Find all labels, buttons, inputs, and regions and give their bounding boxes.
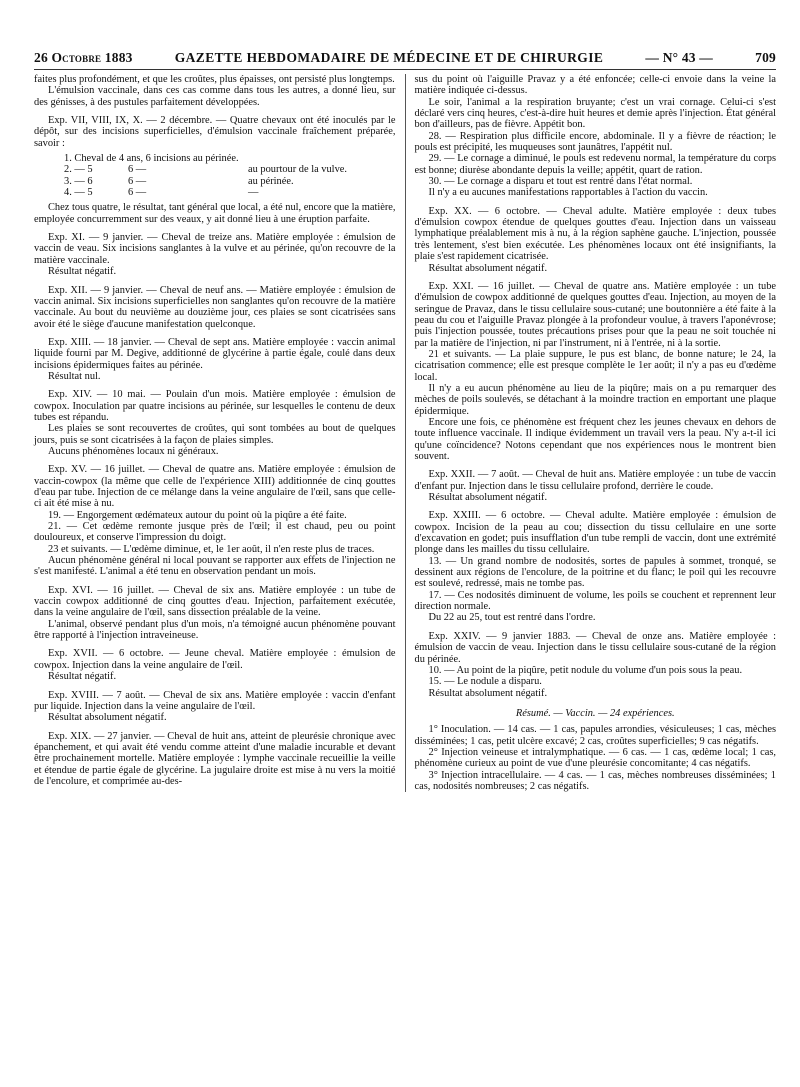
paragraph: Encore une fois, ce phénomène est fréquent chez les jeunes chevaux en dehors de toute influence vaccinale. Il indique évidemment un travail vers la peau. N'y a-t-il ici qu'une coïncidence? Notons cependant que nos expériences nous le montrent bien souvent.: [414, 416, 776, 462]
paragraph: 23 et suivants. — L'œdème diminue, et, le 1er août, il n'en reste plus de traces.: [48, 543, 375, 555]
result: Résultat absolument négatif.: [428, 687, 548, 699]
horse-list: [64, 153, 396, 198]
experiment-paragraph: Exp. XV. — 16 juillet. — Cheval de quatre ans. Matière employée : émulsion de vaccin-cowpox (la même que celle de l'expérience XIII) additionnée de cinq gouttes d'eau par tube. Injection de ce mélange dans la veine angulaire de l'œil, sans que celle-ci ait été mise à nu.: [34, 464, 396, 510]
summary-item: 1° Inoculation. — 14 cas. — 1 cas, papules arrondies, vésiculeuses; 1 cas, mèches disséminées; 1 cas, petit ulcère excavé; 2 cas, croûtes superficielles; 9 cas négatifs.: [414, 724, 776, 747]
paragraph: 17. — Ces nodosités diminuent de volume, les poils se couchent et reprennent leur direction normale.: [414, 589, 776, 613]
experiment-paragraph: Exp. XVI. — 16 juillet. — Cheval de six ans. Matière employée : un tube de vaccin cowpox additionné de cinq gouttes d'eau. Injection, parfaitement exécutée, dans la veine angulaire de l'œil, sans dissection préalable de la veine.: [34, 584, 396, 619]
left-column: [34, 74, 406, 792]
paragraph: Il n'y a eu aucunes manifestations rapportables à l'action du vaccin.: [428, 187, 708, 199]
result: Résultat absolument négatif.: [428, 262, 548, 274]
paragraph: Aucuns phénomènes locaux ni généraux.: [48, 445, 219, 457]
paragraph: 13. — Un grand nombre de nodosités, sortes de papules à sommet, tronqué, se dessinent aux régions de l'encolure, de la poitrine et du flanc; le poil qui les recouvre est soulevé, redressé, mais ne tombe pas.: [414, 555, 776, 590]
paragraph: 21 et suivants. — La plaie suppure, le pus est blanc, de bonne nature; le 24, la cicatrisation commence; elle est presque complète le 1er août; il n'y a pas eu d'œdème local.: [414, 348, 776, 383]
summary-item: 2° Injection veineuse et intralymphatique. — 6 cas. — 1 cas, œdème local; 1 cas, phénomène curieux au point de vue d'une pleurésie concomitante; 4 cas négatifs.: [414, 746, 776, 770]
paragraph: Aucun phénomène général ni local pouvant se rapporter aux effets de l'injection ne s'est manifesté. L'animal a été tenu en observation pendant un mois.: [34, 555, 396, 578]
experiment-paragraph: Exp. XIII. — 18 janvier. — Cheval de sept ans. Matière employée : vaccin animal liquide fourni par M. Degive, additionné de glycérine à partie égale, coulé dans deux incisions épidermiques faites au périnée.: [34, 336, 396, 371]
list-item: 1. Cheval de 4 ans, 6 incisions au périnée.: [64, 153, 239, 165]
experiment-paragraph: Exp. XXIII. — 6 octobre. — Cheval adulte. Matière employée : émulsion de cowpox. Incision de la peau au cou; dissection du tissu cellulaire en une sorte d'excavation en godet; puis insufflation d'un tube rempli de vaccin, dont une extrémité plonge dans les mailles du tissu cellulaire.: [414, 510, 776, 556]
result: Résultat négatif.: [48, 266, 117, 278]
paragraph: 10. — Au point de la piqûre, petit nodule du volume d'un pois sous la peau.: [428, 664, 743, 676]
result: Résultat absolument négatif.: [428, 492, 548, 504]
experiment-paragraph: Exp. XXI. — 16 juillet. — Cheval de quatre ans. Matière employée : un tube d'émulsion de cowpox additionné de quelques gouttes d'eau. Injection, au moyen de la seringue de Pravaz, dans le tissu cellulaire sous-cutané; une boutonnière a été faite à la peau du cou et l'aiguille Pravaz plongée à la profondeur voulue, à travers l'aponévrose; puis l'injection poussée, toutes précautions prises pour que la peau ne soit touchée ni par la matière de l'injection, ni par l'instrument, ni à l'entrée, ni à la sortie.: [414, 280, 776, 349]
paragraph: sus du point où l'aiguille Pravaz y a été enfoncée; celle-ci envoie dans la veine la matière indiquée ci-dessus.: [414, 74, 776, 97]
experiment-paragraph: Exp. XXIV. — 9 janvier 1883. — Cheval de onze ans. Matière employée : émulsion de vaccin de veau. Injection dans le tissu cellulaire sous-cutané de la région du périnée.: [414, 630, 776, 665]
paragraph: Chez tous quatre, le résultat, tant général que local, a été nul, encore que la matière, employée concurremment sur des veaux, y ait donné lieu à une éruption parfaite.: [34, 202, 396, 225]
experiment-paragraph: Exp. XXII. — 7 août. — Cheval de huit ans. Matière employée : un tube de vaccin d'enfant pur. Injection dans le tissu cellulaire profond, derrière le coude.: [414, 469, 776, 492]
paragraph: 21. — Cet œdème remonte jusque près de l'œil; il est chaud, peu ou point douloureux, et conserve l'impression du doigt.: [34, 521, 396, 544]
list-item: 3. — 6 6 — au périnée.: [64, 175, 294, 187]
paragraph: Le soir, l'animal a la respiration bruyante; c'est un vrai cornage. Celui-ci s'est déclaré vers cinq heures, c'est-à-dire huit heures et demie après l'injection. État général bon d'ailleurs, pas de fièvre. Appétit bon.: [414, 96, 776, 131]
paragraph: 28. — Respiration plus difficile encore, abdominale. Il y a fièvre de réaction; le pouls est précipité, les muqueuses sont jaunâtres, l'appétit nul.: [414, 130, 776, 154]
paragraph: 19. — Engorgement œdémateux autour du point où la piqûre a été faite.: [48, 509, 347, 521]
paragraph: Du 22 au 25, tout est rentré dans l'ordre.: [428, 612, 596, 624]
paragraph: L'animal, observé pendant plus d'un mois, n'a témoigné aucun phénomène pouvant être rapporté à l'injection intraveineuse.: [34, 618, 396, 642]
result: Résultat absolument négatif.: [48, 712, 167, 724]
running-header: [34, 0, 776, 70]
paragraph: 29. — Le cornage a diminué, le pouls est redevenu normal, la température du corps est bonne; diurèse abondante depuis la veille; appétit, quart de ration.: [414, 153, 776, 176]
two-column-body: [34, 74, 776, 792]
experiment-paragraph: Exp. XIX. — 27 janvier. — Cheval de huit ans, atteint de pleurésie chronique avec épanchement, et qui avait été vendu comme atteint d'une maladie incurable et devant être prochainement mortelle. Matière employée : lymphe vaccinale recueillie la veille et étendue de partie égale de glycérine. La jugulaire droite est mise à nu vers la moitié de l'encolure, et comprimée au-des-: [34, 730, 396, 787]
page-number: 709: [755, 50, 776, 65]
journal-title: GAZETTE HEBDOMADAIRE DE MÉDECINE ET DE CHIRURGIE: [174, 50, 604, 65]
list-item: 4. — 5 6 — —: [64, 187, 259, 199]
paragraph: 30. — Le cornage a disparu et tout est rentré dans l'état normal.: [428, 176, 693, 188]
paragraph: L'émulsion vaccinale, dans ces cas comme dans tous les autres, a donné lieu, sur des génisses, à des pustules parfaitement développées.: [34, 85, 396, 108]
summary-item: 3° Injection intracellulaire. — 4 cas. — 1 cas, mèches nombreuses disséminées; 1 cas, nodosités nombreuses; 2 cas négatifs.: [414, 769, 776, 792]
result: Résultat nul.: [48, 370, 101, 382]
experiment-paragraph: Exp. XIV. — 10 mai. — Poulain d'un mois. Matière employée : émulsion de cowpox. Inoculation par quatre incisions au périnée, sur lesquelles le contenu de deux tubes est répandu.: [34, 389, 396, 423]
result: Résultat négatif.: [48, 671, 117, 683]
experiment-paragraph: Exp. XVIII. — 7 août. — Cheval de six ans. Matière employée : vaccin d'enfant pur liquide. Injection dans la veine angulaire de l'œil.: [34, 689, 396, 712]
paragraph: Il n'y a eu aucun phénomène au lieu de la piqûre; mais on a pu remarquer des mèches de poils soulevés, se détachant à la moindre traction en emportant une plaque épidermique.: [414, 382, 776, 417]
experiment-paragraph: Exp. XVII. — 6 octobre. — Jeune cheval. Matière employée : émulsion de cowpox. Injection dans la veine angulaire de l'œil.: [34, 648, 396, 671]
experiment-paragraph: Exp. XI. — 9 janvier. — Cheval de treize ans. Matière employée : émulsion de vaccin de veau. Six incisions sanglantes à la vulve et au périnée, qu'on recouvre de la matière vaccinale.: [34, 232, 396, 266]
paragraph: 15. — Le nodule a disparu.: [428, 676, 542, 688]
issue-number: — N° 43 —: [645, 50, 713, 65]
list-item: 2. — 5 6 — au pourtour de la vulve.: [64, 164, 347, 176]
experiment-paragraph: Exp. VII, VIII, IX, X. — 2 décembre. — Quatre chevaux ont été inoculés par le dépôt, sur des incisions superficielles, d'émulsion vaccinale fraîchement préparée, savoir :: [34, 115, 396, 149]
experiment-paragraph: Exp. XII. — 9 janvier. — Cheval de neuf ans. — Matière employée : émulsion de vaccin animal. Six incisions superficielles non sanglantes qu'on recouvre de la matière vaccinale. Au bout du neuvième au douzième jour, ces plaies se sont cicatrisées sans avoir été le siège d'aucune manifestation quelconque.: [34, 284, 396, 330]
paragraph: faites plus profondément, et que les croûtes, plus épaisses, ont persisté plus longtemps.: [34, 74, 395, 85]
paragraph: Les plaies se sont recouvertes de croûtes, qui sont tombées au bout de quelques jours, puis se sont cicatrisées à la façon de plaies simples.: [34, 423, 396, 446]
experiment-paragraph: Exp. XX. — 6 octobre. — Cheval adulte. Matière employée : deux tubes d'émulsion cowpox étendue de quelques gouttes d'eau. Injection dans un vaisseau lymphatique préalablement mis à nu, à la région saphène gauche. L'injection, poussée très lentement, s'est bien exécutée. Les phénomènes locaux ont été insignifiants, la plaie s'est rapidement cicatrisée.: [414, 205, 776, 263]
header-date: 26 Octobre 1883: [34, 50, 133, 65]
summary-heading: Résumé. — Vaccin. — 24 expériences.: [515, 707, 675, 719]
right-column: [406, 74, 777, 792]
